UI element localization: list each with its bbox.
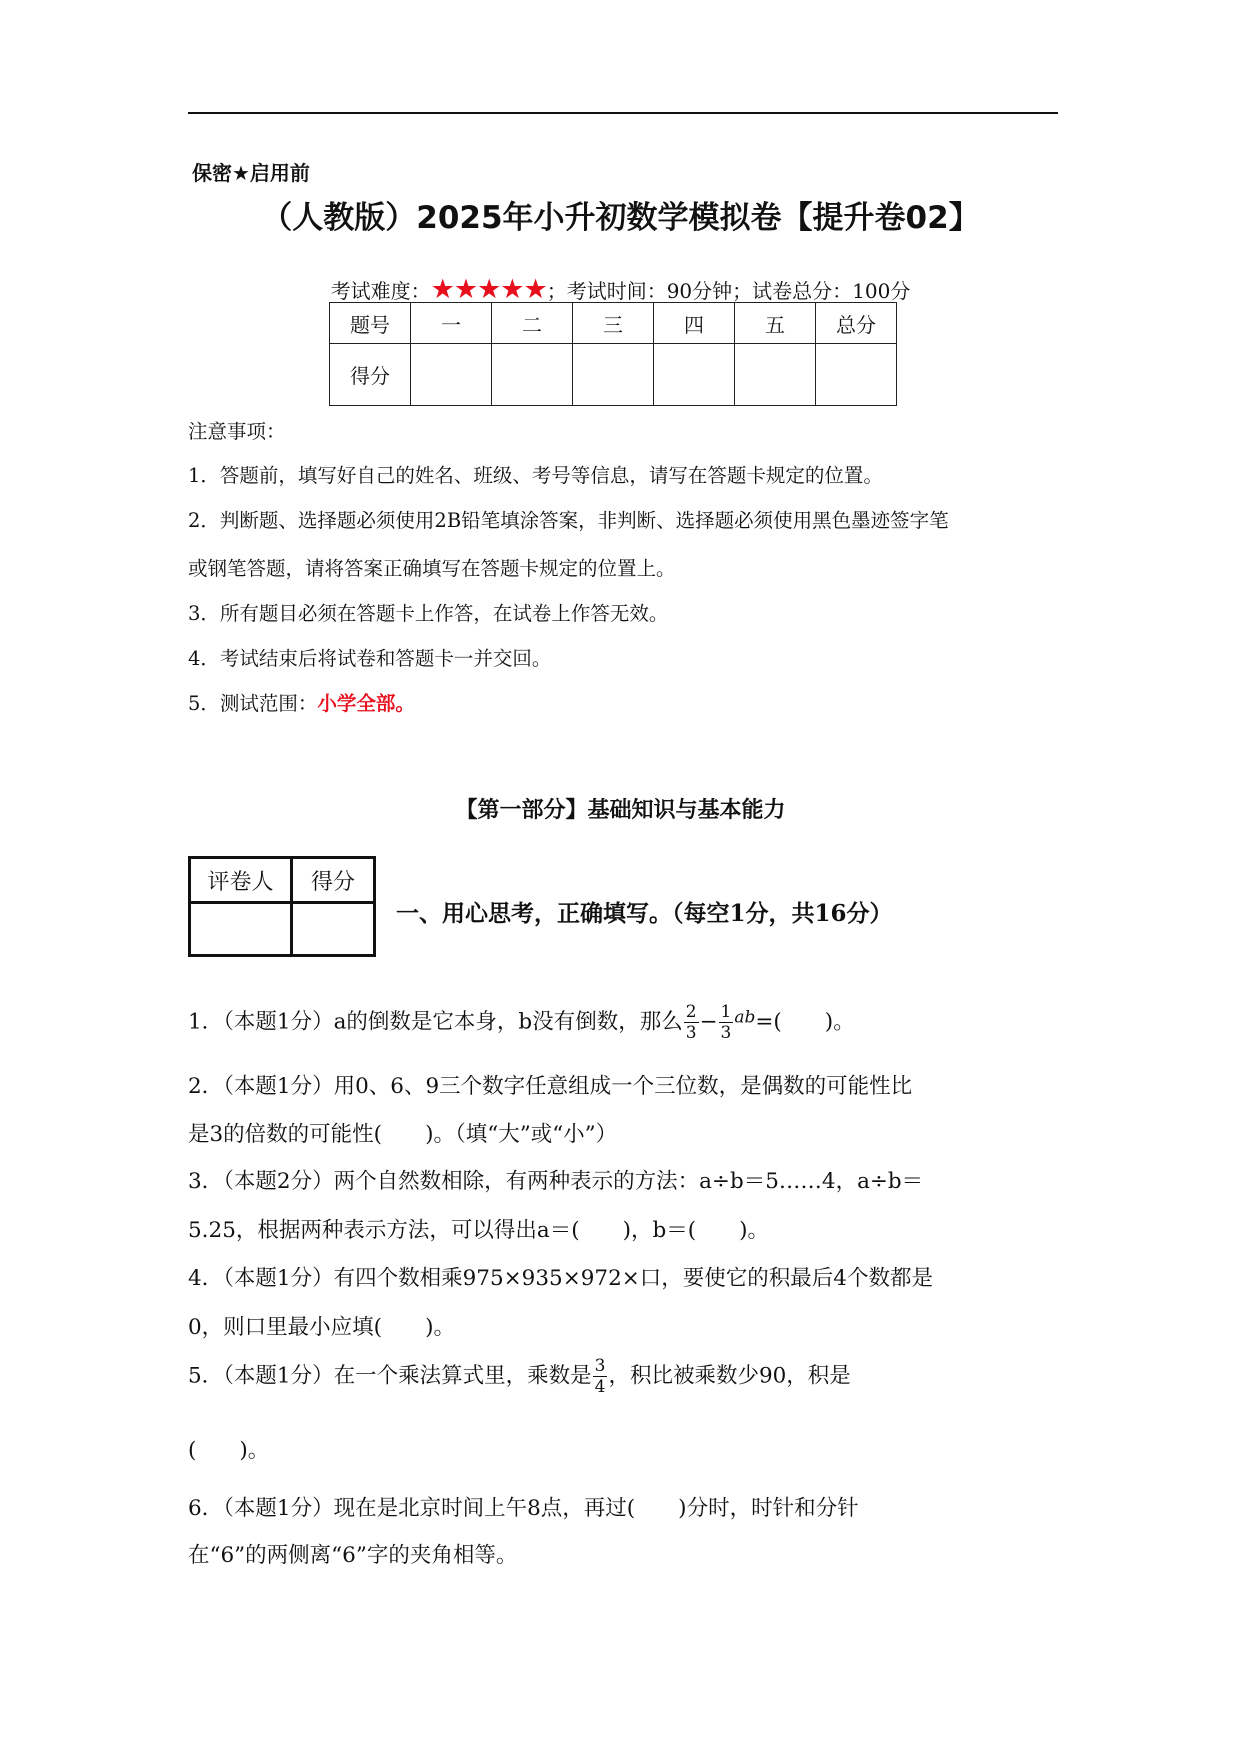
- numerator: 2: [685, 1002, 697, 1022]
- question-2-line-1: 2．（本题1分）用0、6、9三个数字任意组成一个三位数，是偶数的可能性比: [188, 1074, 913, 1099]
- score-cell: [411, 344, 492, 406]
- confidential-label: 保密★启用前: [192, 161, 310, 185]
- question-text-tail: ，积比被乘数少90，积是: [608, 1363, 851, 1389]
- fraction: [593, 1356, 608, 1397]
- grader-score-cell: [292, 903, 375, 956]
- grader-header-row: [190, 858, 375, 903]
- numerator: 1: [720, 1002, 732, 1022]
- score-table-header-row: [330, 303, 897, 344]
- question-4-line-1: 4．（本题1分）有四个数相乘975×935×972×口，要使它的积最后4个数都是: [188, 1266, 933, 1291]
- note-item: 或钢笔答题，请将答案正确填写在答题卡规定的位置上。: [188, 557, 676, 580]
- question-text: 1．（本题1分）a的倒数是它本身，b没有倒数，那么: [188, 1009, 683, 1035]
- question-2-line-2: 是3的倍数的可能性( )。（填“大”或“小”）: [188, 1122, 618, 1147]
- grader-entry-row: [190, 903, 375, 956]
- score-table: [329, 302, 897, 406]
- fraction: [684, 1002, 699, 1043]
- difficulty-label: 考试难度：: [330, 279, 431, 303]
- score-cell: [573, 344, 654, 406]
- question-3-line-2: 5.25，根据两种表示方法，可以得出a＝( )，b＝( )。: [188, 1218, 770, 1243]
- note-item: 3．所有题目必须在答题卡上作答，在试卷上作答无效。: [188, 602, 669, 625]
- score-cell: [816, 344, 897, 406]
- exam-time-score: ；考试时间：90分钟；试卷总分：100分: [546, 279, 911, 303]
- scope-label: 5．测试范围：: [188, 692, 318, 715]
- score-header-cell: 总分: [816, 303, 897, 344]
- part-title: 【第一部分】基础知识与基本能力: [455, 798, 786, 823]
- question-1: [188, 1002, 855, 1043]
- score-cell: [492, 344, 573, 406]
- grader-score-label: 得分: [292, 858, 375, 903]
- question-4-line-2: 0，则口里最小应填( )。: [188, 1315, 455, 1340]
- question-5-line-2: ( )。: [188, 1438, 270, 1463]
- score-header-cell: 四: [654, 303, 735, 344]
- note-item: 1．答题前，填写好自己的姓名、班级、考号等信息，请写在答题卡规定的位置。: [188, 464, 883, 487]
- grader-box: [188, 856, 376, 957]
- section-heading: 一、用心思考，正确填写。（每空1分，共16分）: [396, 900, 893, 927]
- question-6-line-1: 6．（本题1分）现在是北京时间上午8点，再过( )分时，时针和分针: [188, 1496, 859, 1521]
- header-rule: [188, 112, 1058, 114]
- note-scope: [188, 688, 415, 716]
- variable-ab: ab: [734, 1007, 756, 1028]
- question-3-line-1: 3．（本题2分）两个自然数相除，有两种表示的方法：a÷b＝5……4，a÷b＝: [188, 1169, 924, 1194]
- fraction: [719, 1002, 734, 1043]
- score-cell: [654, 344, 735, 406]
- question-6-line-2: 在“6”的两侧离“6”字的夹角相等。: [188, 1543, 518, 1568]
- answer-blank: =( )。: [755, 1009, 855, 1035]
- denominator: 3: [720, 1023, 732, 1043]
- reviewer-cell: [190, 903, 292, 956]
- scope-value: 小学全部。: [317, 692, 415, 715]
- note-item: 2．判断题、选择题必须使用2B铅笔填涂答案，非判断、选择题必须使用黑色墨迹签字笔: [188, 509, 949, 532]
- question-5: [188, 1356, 851, 1397]
- exam-title: （人教版）2025年小升初数学模拟卷【提升卷02】: [261, 200, 980, 236]
- score-header-cell: 二: [492, 303, 573, 344]
- score-cell: [735, 344, 816, 406]
- score-row-label: 得分: [330, 344, 411, 406]
- score-header-cell: 五: [735, 303, 816, 344]
- denominator: 4: [594, 1377, 606, 1397]
- exam-info: [0, 274, 1241, 305]
- note-item: 4．考试结束后将试卷和答题卡一并交回。: [188, 647, 552, 670]
- difficulty-stars-icon: ★★★★★: [430, 274, 547, 305]
- notes-heading: 注意事项：: [188, 420, 286, 443]
- question-text: 5．（本题1分）在一个乘法算式里，乘数是: [188, 1363, 592, 1389]
- numerator: 3: [594, 1356, 606, 1376]
- score-header-cell: 题号: [330, 303, 411, 344]
- reviewer-label: 评卷人: [190, 858, 292, 903]
- score-header-cell: 一: [411, 303, 492, 344]
- minus-sign: −: [699, 1009, 718, 1035]
- score-table-score-row: [330, 344, 897, 406]
- score-header-cell: 三: [573, 303, 654, 344]
- denominator: 3: [685, 1023, 697, 1043]
